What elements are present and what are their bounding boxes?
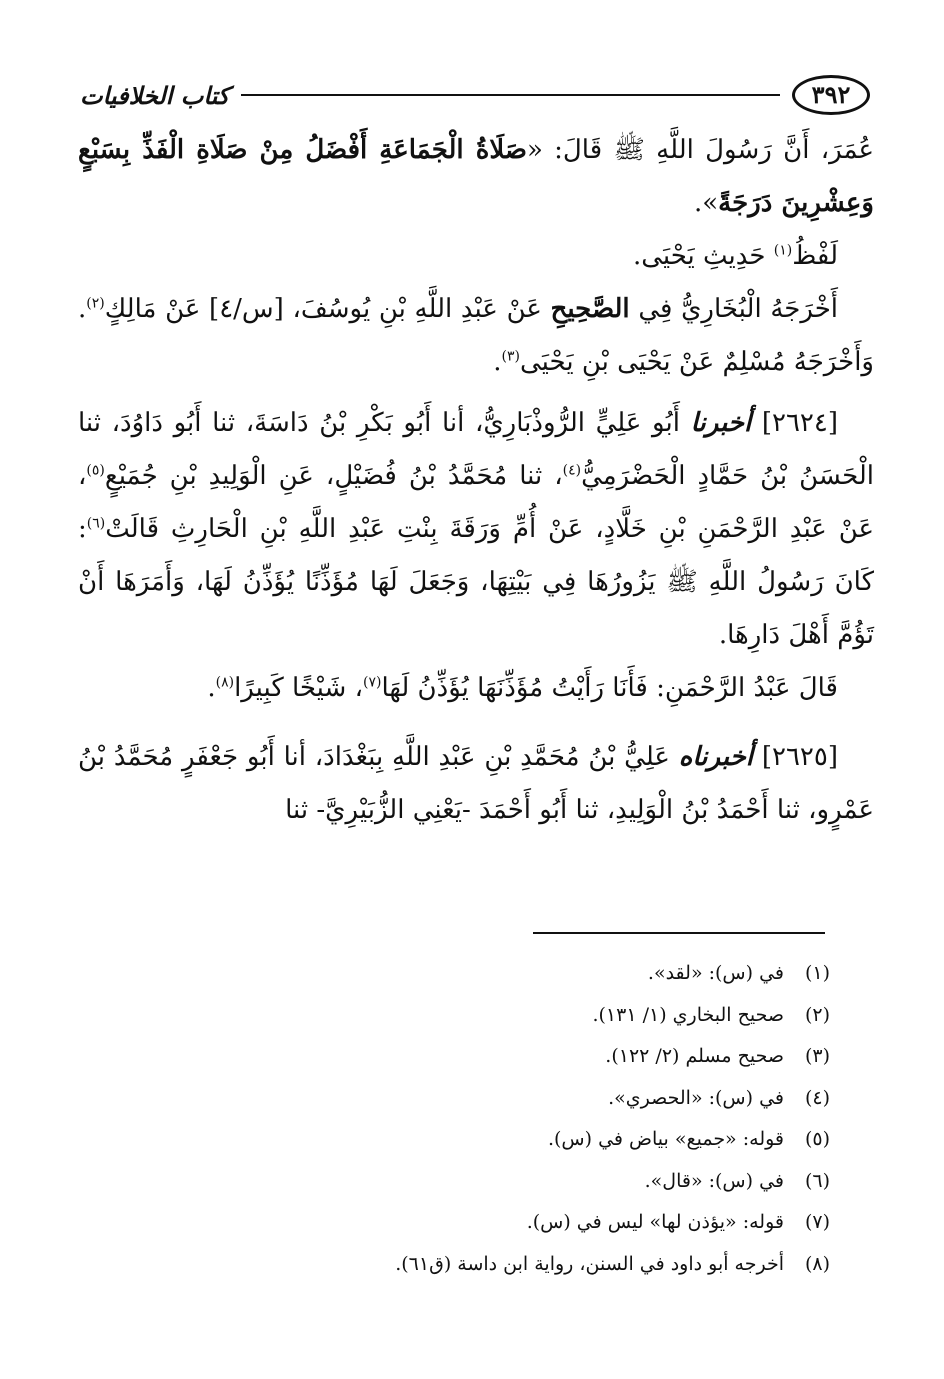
page-number: ٣٩٢: [792, 75, 870, 115]
hadith-2625: [٢٦٢٥] أخبرناه عَلِيُّ بْنُ مُحَمَّدِ بْنِ عَبْدِ اللَّهِ بِبَغْدَادَ، أنا أَبُو جَعْفَرٍ مُحَمَّدُ بْنُ عَمْرٍو، ثنا أَحْمَدُ بْنُ الْوَلِيدِ، ثنا أَبُو أَحْمَدَ -يَعْنِي الزُّبَيْرِيَّ- ثنا: [78, 742, 874, 825]
footnote-ref-2[interactable]: (٢): [86, 295, 105, 312]
hadith-quote: صَلَاةُ الْجَمَاعَةِ أَفْضَلُ مِنْ صَلَاةِ الْفَذِّ بِسَبْعٍ وَعِشْرِينَ دَرَجَةً: [78, 135, 874, 218]
footnote-ref-5[interactable]: (٥): [86, 462, 105, 479]
akhbaranahu-label: أخبرناه: [678, 742, 754, 772]
hadith-number: [٢٦٢٥]: [753, 742, 838, 772]
hadith-2624: [٢٦٢٤] أخبرنا أَبُو عَلِيٍّ الرُّوذْبَارِيُّ، أنا أَبُو بَكْرِ بْنُ دَاسَةَ، ثنا أَبُو دَاوُدَ، ثنا الْحَسَنُ بْنُ حَمَّادٍ الْحَضْرَمِيُّ$^{(٤)}$، ثنا مُحَمَّدُ بْنُ فُضَيْلٍ، عَنِ الْوَلِيدِ بْنِ جُمَيْعٍ$^{(٥)}$، عَنْ عَبْدِ الرَّحْمَنِ بْنِ خَلَّادٍ، عَنْ أُمِّ وَرَقَةَ بِنْتِ عَبْدِ اللَّهِ بْنِ الْحَارِثِ قَالَتْ$^{(٦)}$: كَانَ رَسُولُ اللَّهِ ﷺ يَزُورُهَا فِي بَيْتِهَا، وَجَعَلَ لَهَا مُؤَذِّنًا يُؤَذِّنُ لَهَا، وَأَمَرَهَا أَنْ تَؤُمَّ أَهْلَ دَارِهَا.: [78, 408, 875, 650]
paragraph-wording: لَفْظُ$^{(١)}$ حَدِيثِ يَحْيَى.: [632, 241, 838, 271]
footnote-3: (٣) صحيح مسلم (٢/ ١٢٢).: [605, 1045, 830, 1067]
main-text: [78, 124, 874, 837]
akhbarana-label: أخبرنا: [690, 408, 752, 438]
footnote-ref-6[interactable]: (٦): [86, 515, 106, 532]
header-rule: [241, 94, 780, 96]
paragraph-takhrij: أَخْرَجَهُ الْبُخَارِيُّ فِي الصَّحِيحِ عَنْ عَبْدِ اللَّهِ بْنِ يُوسُفَ، [س/٤] عَنْ مَالِكٍ$^{(٢)}$. وَأَخْرَجَهُ مُسْلِمٌ عَنْ يَحْيَى بْنِ يَحْيَى$^{(٣)}$.: [78, 294, 874, 377]
sahih-title: الصَّحِيحِ: [550, 294, 630, 324]
footnote-ref-1[interactable]: (١): [773, 242, 793, 259]
footnote-4: (٤) في (س): «الحصري».: [608, 1086, 830, 1109]
footnote-ref-7[interactable]: (٧): [362, 674, 382, 691]
footnote-separator: [533, 932, 825, 934]
footnote-ref-4[interactable]: (٤): [562, 462, 582, 479]
footnote-2: (٢) صحيح البخاري (١/ ١٣١).: [592, 1003, 830, 1026]
footnote-1: (١) في (س): «لقد».: [647, 962, 830, 984]
footnote-5: (٥) قوله: «جميع» بياض في (س).: [547, 1128, 830, 1150]
footnote-8: (٨) أخرجه أبو داود في السنن، رواية ابن داسة (ق٦١).: [395, 1252, 830, 1275]
footnote-ref-3[interactable]: (٣): [501, 348, 521, 365]
hadith-number: [٢٦٢٤]: [751, 408, 838, 438]
footnotes: [120, 953, 830, 1285]
footnote-7: (٧) قوله: «يؤذن لها» ليس في (س).: [526, 1211, 830, 1233]
footnote-ref-8[interactable]: (٨): [215, 674, 235, 691]
footnote-6: (٦) في (س): «قال».: [644, 1169, 830, 1192]
paragraph-hadith-text: عُمَرَ، أَنَّ رَسُولَ اللَّهِ ﷺ قَالَ: «صَلَاةُ الْجَمَاعَةِ أَفْضَلُ مِنْ صَلَاةِ الْفَذِّ بِسَبْعٍ وَعِشْرِينَ دَرَجَةً».: [78, 135, 874, 218]
paragraph-abd-al-rahman: قَالَ عَبْدُ الرَّحْمَنِ: فَأَنَا رَأَيْتُ مُؤَذِّنَهَا يُؤَذِّنُ لَهَا$^{(٧)}$، شَيْخًا كَبِيرًا$^{(٨)}$.: [207, 673, 838, 703]
book-title: كتاب الخلافيات: [80, 80, 230, 110]
page-header: [80, 68, 870, 122]
